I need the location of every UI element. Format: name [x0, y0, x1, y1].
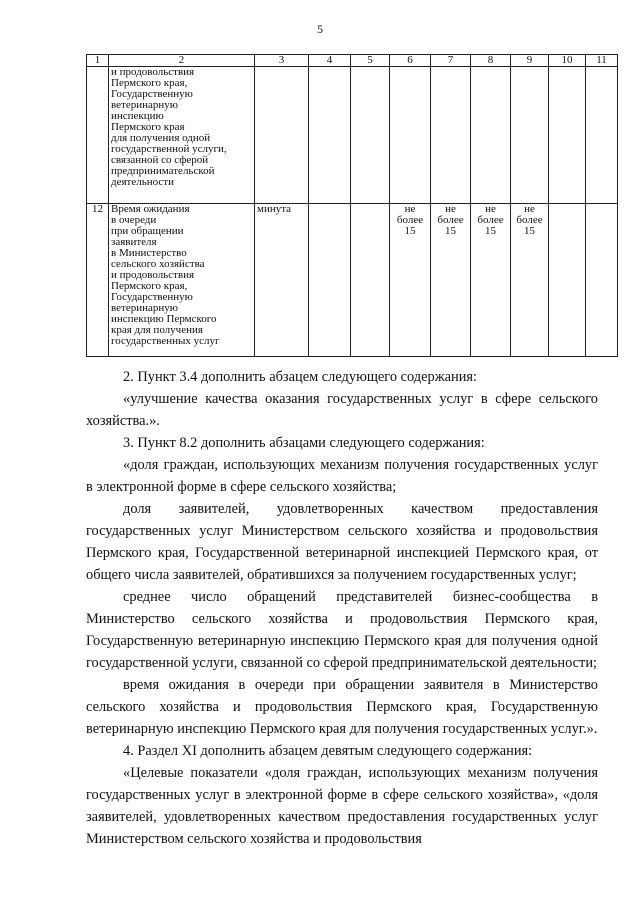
indicator-name: Время ожидания в очереди при обращении заявителя в Министерство сельского хозяйства и продовольствия Пермского края, Государственную ветеринарную инспекцию Пермского края для получения государственных услуг: [109, 204, 255, 357]
unit-cell: минута: [255, 204, 309, 357]
column-header: 9: [511, 55, 549, 67]
column-header: 11: [586, 55, 618, 67]
value-cell: [549, 204, 586, 357]
indicator-name: и продовольствия Пермского края, Государственную ветеринарную инспекцию Пермского края для получения одной государственной услуги, связанной со сферой предпринимательской деятельности: [109, 67, 255, 204]
table-row: [87, 204, 618, 357]
paragraph: «Целевые показатели «доля граждан, использующих механизм получения государственных услуг в электронной форме в сфере сельского хозяйства», «доля заявителей, удовлетворенных качеством предоставления государственных услуг Министерством сельского хозяйства и продовольствия: [86, 765, 598, 847]
paragraph: доля заявителей, удовлетворенных качеством предоставления государственных услуг Министерством сельского хозяйства и продовольствия Пермского края, Государственной ветеринарной инспекцией Пермского края, от общего числа заявителей, обратившихся за получением государственных услуг;: [86, 501, 598, 583]
value-cell: [586, 67, 618, 204]
column-header: 10: [549, 55, 586, 67]
paragraph: 4. Раздел XI дополнить абзацем девятым следующего содержания:: [123, 743, 533, 759]
indicators-table: [86, 54, 618, 357]
column-header: 1: [87, 55, 109, 67]
column-header: 4: [309, 55, 351, 67]
column-header: 2: [109, 55, 255, 67]
column-header: 5: [351, 55, 390, 67]
unit-cell: [255, 67, 309, 204]
paragraph: время ожидания в очереди при обращении заявителя в Министерство сельского хозяйства и продовольствия Пермского края, Государственную ветеринарную инспекцию Пермского края для получения государственных услуг.».: [86, 677, 598, 737]
value-cell: [511, 67, 549, 204]
value-cell: [309, 67, 351, 204]
table-header-row: [87, 55, 618, 67]
value-cell: [549, 67, 586, 204]
value-cell: не более 15: [471, 204, 511, 357]
value-cell: [351, 67, 390, 204]
column-header: 3: [255, 55, 309, 67]
value-cell: не более 15: [431, 204, 471, 357]
row-number: 12: [87, 204, 109, 357]
column-header: 6: [390, 55, 431, 67]
column-header: 7: [431, 55, 471, 67]
table-row: [87, 67, 618, 204]
paragraph: «улучшение качества оказания государственных услуг в сфере сельского хозяйства.».: [86, 391, 598, 429]
value-cell: не более 15: [511, 204, 549, 357]
document-body: [86, 366, 598, 850]
value-cell: [431, 67, 471, 204]
value-cell: [309, 204, 351, 357]
value-cell: [390, 67, 431, 204]
value-cell: [471, 67, 511, 204]
paragraph: «доля граждан, использующих механизм получения государственных услуг в электронной форме в сфере сельского хозяйства;: [86, 457, 598, 495]
paragraph: 3. Пункт 8.2 дополнить абзацами следующего содержания:: [123, 435, 485, 451]
value-cell: [351, 204, 390, 357]
paragraph: 2. Пункт 3.4 дополнить абзацем следующего содержания:: [123, 369, 478, 385]
page-number: 5: [317, 22, 323, 36]
paragraph: среднее число обращений представителей бизнес-сообщества в Министерство сельского хозяйства и продовольствия Пермского края, Государственную ветеринарную инспекцию Пермского края для получения одной государственной услуги, связанной со сферой предпринимательской деятельности;: [86, 589, 598, 671]
column-header: 8: [471, 55, 511, 67]
value-cell: [586, 204, 618, 357]
value-cell: не более 15: [390, 204, 431, 357]
row-number: [87, 67, 109, 204]
